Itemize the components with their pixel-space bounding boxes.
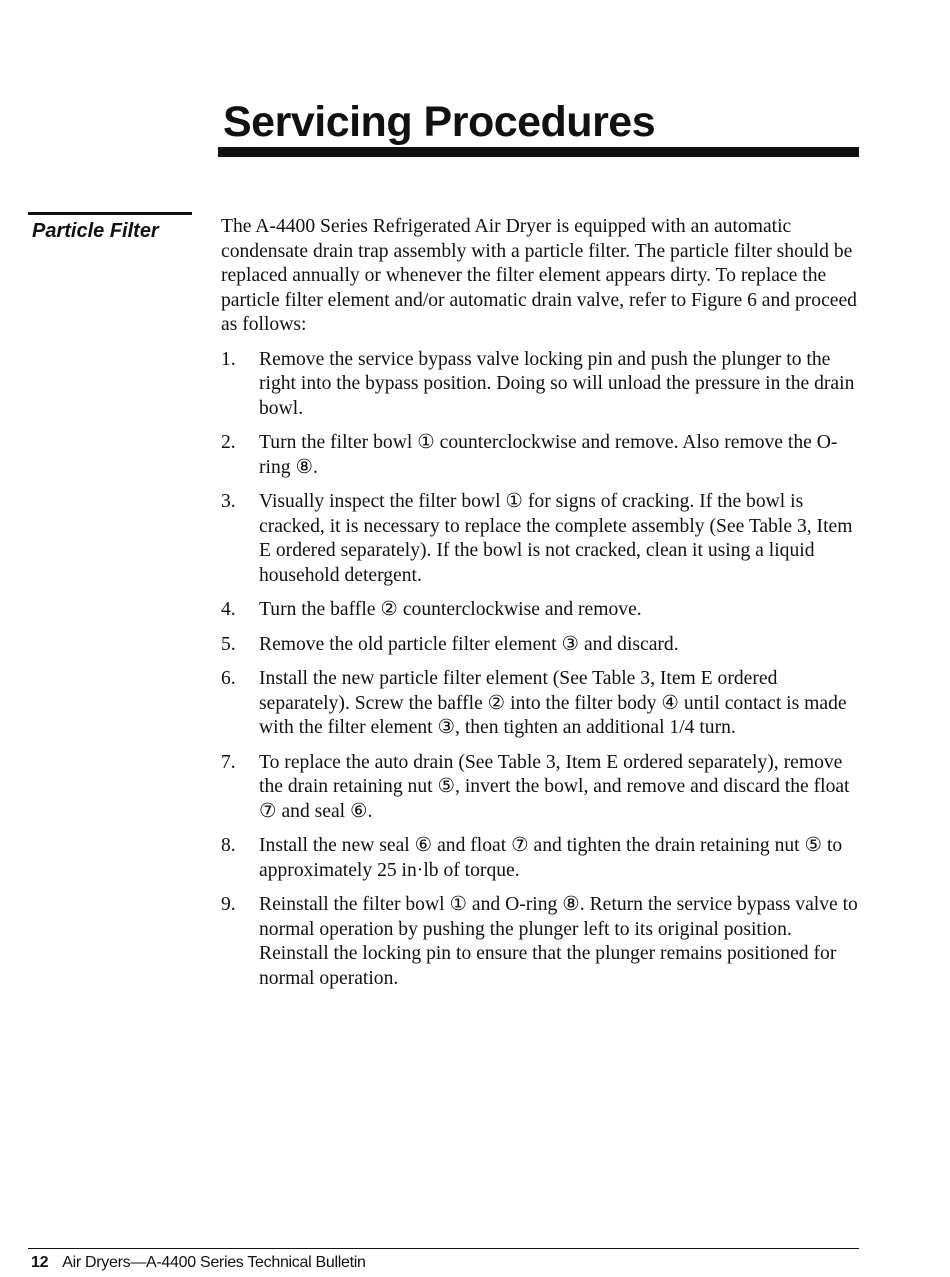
section-body [221, 215, 861, 1001]
step-8 [221, 834, 861, 883]
step-1 [221, 348, 861, 422]
step-text: Turn the baffle ② counterclockwise and remove. [259, 599, 642, 620]
step-text: To replace the auto drain (See Table 3, Item E ordered separately), remove the drain retaining nut ⑤, invert the bowl, and remove and discard the float ⑦ and seal ⑥. [259, 751, 850, 822]
step-2 [221, 431, 861, 480]
step-4 [221, 598, 861, 623]
step-number: 3. [221, 491, 236, 512]
step-number: 9. [221, 894, 236, 915]
intro-paragraph: The A-4400 Series Refrigerated Air Dryer is equipped with an automatic condensate drain trap assembly with a particle filter. The particle filter should be replaced annually or whenever the filter element appears dirty. To replace the particle filter element and/or automatic drain valve, refer to Figure 6 and proceed as follows: [221, 216, 857, 335]
section-heading-rule [28, 212, 192, 215]
step-number: 7. [221, 751, 236, 773]
step-text: Remove the old particle filter element ③ and discard. [259, 633, 679, 655]
page-title: Servicing Procedures [223, 98, 656, 146]
step-text: Turn the filter bowl ① counterclockwise and remove. Also remove the O-ring ⑧. [259, 432, 838, 478]
step-number: 6. [221, 668, 236, 689]
page-number: 12 [31, 1254, 49, 1271]
step-9 [221, 893, 861, 991]
procedure-steps [221, 348, 861, 992]
step-text: Install the new seal ⑥ and float ⑦ and tighten the drain retaining nut ⑤ to approximately 25 in·lb of torque. [259, 835, 843, 881]
step-text: Reinstall the filter bowl ① and O-ring ⑧. Return the service bypass valve to normal operation by pushing the plunger left to its original position. Reinstall the locking pin to ensure that the plunger remains positioned for normal operation. [259, 894, 858, 989]
footer-text: Air Dryers—A-4400 Series Technical Bulletin [62, 1254, 366, 1271]
step-number: 2. [221, 432, 236, 453]
step-text: Install the new particle filter element (See Table 3, Item E ordered separately). Screw the baffle ② into the filter body ④ until contact is made with the filter element ③, then tighten an additional 1/4 turn. [259, 668, 847, 738]
section-heading: Particle Filter [32, 220, 159, 242]
step-number: 1. [221, 348, 236, 370]
footer-rule [28, 1248, 859, 1249]
step-5 [221, 633, 861, 658]
page-footer [31, 1253, 366, 1273]
step-number: 4. [221, 599, 236, 620]
step-number: 8. [221, 835, 236, 856]
step-text: Visually inspect the filter bowl ① for signs of cracking. If the bowl is cracked, it is necessary to replace the complete assembly (See Table 3, Item E ordered separately). If the bowl is not cracked, clean it using a liquid household detergent. [259, 491, 853, 586]
title-rule [218, 147, 859, 157]
step-6 [221, 667, 861, 741]
step-7 [221, 751, 861, 825]
step-3 [221, 490, 861, 588]
step-text: Remove the service bypass valve locking pin and push the plunger to the right into the bypass position. Doing so will unload the pressure in the drain bowl. [259, 348, 855, 419]
step-number: 5. [221, 633, 236, 655]
